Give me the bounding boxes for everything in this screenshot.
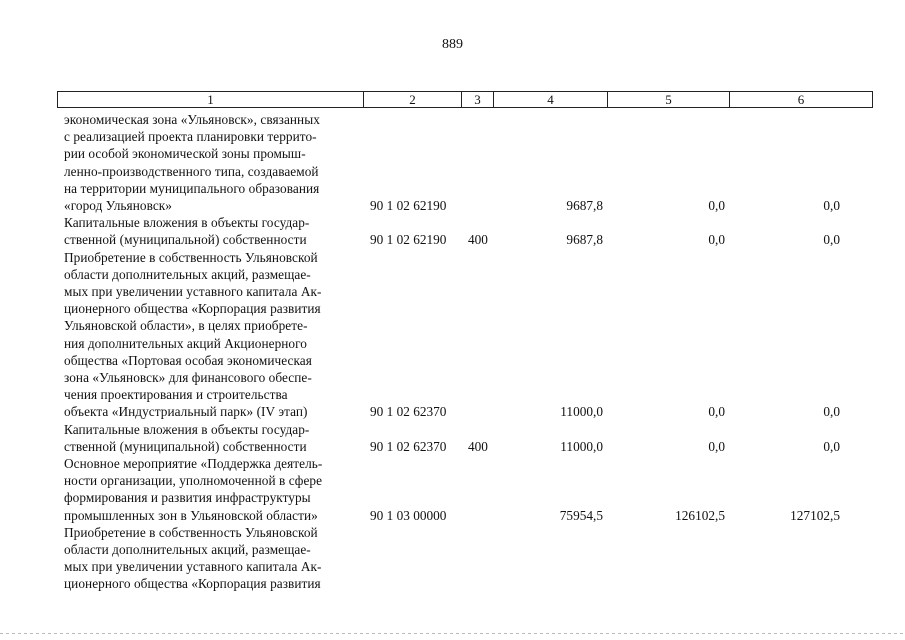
row-description (64, 455, 361, 524)
description-line: экономическая зона «Ульяновск», связанных (64, 112, 320, 127)
description-line: Капитальные вложения в объекты государ- (64, 215, 310, 231)
header-col-1: 1 (58, 92, 364, 107)
description-line: «город Ульяновск» (64, 198, 172, 214)
description-line: рии особой экономической зоны промыш- (64, 146, 306, 162)
row-value-col5: 0,0 (708, 404, 725, 420)
description-line: Капитальные вложения в объекты государ- (64, 421, 310, 437)
description-line: ственной (муниципальной) собственности (64, 438, 307, 454)
row-description (64, 249, 361, 421)
header-col-2: 2 (364, 92, 462, 107)
row-code: 90 1 02 62370 (370, 404, 447, 420)
table-row (0, 421, 905, 455)
description-line: промышленных зон в Ульяновской области» (64, 507, 318, 523)
description-line: ния дополнительных акций Акционерного (64, 335, 308, 351)
row-value-col4: 9687,8 (566, 232, 603, 248)
row-value-col6: 0,0 (823, 232, 840, 248)
row-value-col6: 0,0 (823, 438, 840, 454)
description-line: формирования и развития инфраструктуры (64, 490, 311, 506)
description-line: ственной (муниципальной) собственности (64, 232, 307, 248)
header-col-5: 5 (608, 92, 730, 107)
table-row (0, 249, 905, 421)
description-line: объекта «Индустриальный парк» (IV этап) (64, 404, 308, 420)
row-description (64, 214, 361, 248)
row-type: 400 (468, 438, 488, 454)
table-row (0, 455, 905, 524)
row-type: 400 (468, 232, 488, 248)
description-line: Основное мероприятие «Поддержка деятель- (64, 456, 323, 472)
row-value-col5: 126102,5 (675, 507, 725, 523)
description-line: Приобретение в собственность Ульяновской (64, 524, 318, 540)
table-row (0, 214, 905, 248)
description-line: зона «Ульяновск» для финансового обеспе- (64, 370, 312, 386)
row-value-col6: 0,0 (823, 198, 840, 214)
row-description (64, 524, 361, 593)
row-value-col4: 11000,0 (560, 404, 603, 420)
row-description (64, 111, 361, 214)
row-description (64, 421, 361, 455)
row-value-col4: 9687,8 (566, 198, 603, 214)
header-col-3: 3 (462, 92, 494, 107)
description-line: мых при увеличении уставного капитала Ак- (64, 284, 322, 300)
description-line: ционерного общества «Корпорация развития (64, 301, 321, 317)
row-code: 90 1 02 62190 (370, 232, 447, 248)
row-value-col6: 0,0 (823, 404, 840, 420)
scan-artifact (0, 633, 905, 634)
description-line: мых при увеличении уставного капитала Ак- (64, 559, 322, 575)
row-value-col5: 0,0 (708, 232, 725, 248)
table-row (0, 524, 905, 593)
description-line: ционерного общества «Корпорация развития (64, 576, 321, 592)
row-value-col6: 127102,5 (790, 507, 840, 523)
description-line: чения проектирования и строительства (64, 387, 288, 403)
description-line: Ульяновской области», в целях приобрете- (64, 318, 308, 334)
description-line: на территории муниципального образования (64, 180, 320, 196)
row-value-col4: 11000,0 (560, 438, 603, 454)
description-line: области дополнительных акций, размещае- (64, 266, 311, 282)
page-number: 889 (442, 37, 463, 52)
table-row (0, 111, 905, 214)
description-line: ленно-производственного типа, создаваемой (64, 163, 319, 179)
row-code: 90 1 02 62190 (370, 198, 447, 214)
table-header (57, 91, 873, 108)
table-body (0, 111, 905, 593)
description-line: Приобретение в собственность Ульяновской (64, 249, 318, 265)
header-col-6: 6 (797, 92, 805, 107)
row-code: 90 1 02 62370 (370, 438, 447, 454)
row-value-col5: 0,0 (708, 438, 725, 454)
description-line: с реализацией проекта планировки террито- (64, 129, 317, 145)
description-line: общества «Портовая особая экономическая (64, 352, 312, 368)
description-line: ности организации, уполномоченной в сфере (64, 473, 323, 489)
row-value-col4: 75954,5 (559, 507, 603, 523)
description-line: области дополнительных акций, размещае- (64, 542, 311, 558)
header-col-4: 4 (494, 92, 608, 107)
row-code: 90 1 03 00000 (370, 507, 447, 523)
row-value-col5: 0,0 (708, 198, 725, 214)
